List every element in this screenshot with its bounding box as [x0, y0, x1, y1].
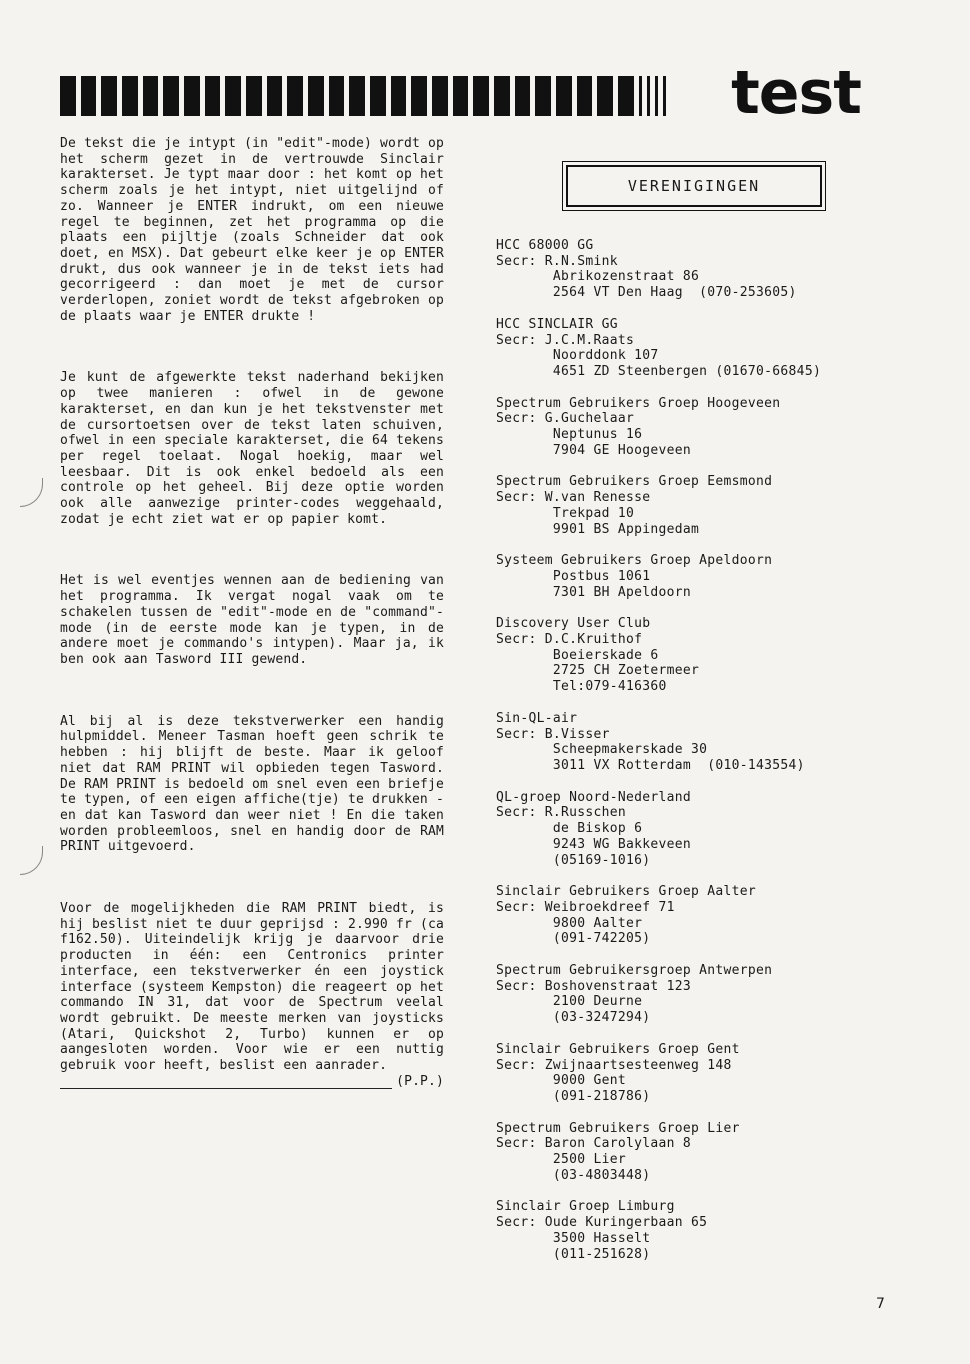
organization-entry: [496, 317, 896, 380]
org-line: Secr: Zwijnaartsesteenweg 148: [496, 1057, 732, 1073]
organization-entry: [496, 790, 896, 869]
org-line: (091-742205): [496, 931, 651, 947]
org-line: Spectrum Gebruikers Groep Eemsmond: [496, 474, 773, 490]
org-line: Sinclair Gebruikers Groep Aalter: [496, 884, 757, 900]
org-line: 2100 Deurne: [496, 994, 643, 1010]
organization-entry: [496, 963, 896, 1026]
organization-entry: [496, 1042, 896, 1105]
org-line: Secr: J.C.M.Raats: [496, 332, 635, 348]
org-line: Spectrum Gebruikers Groep Lier: [496, 1120, 740, 1136]
org-line: 7301 BH Apeldoorn: [496, 584, 692, 600]
section-title: VERENIGINGEN: [566, 165, 822, 207]
org-line: Abrikozenstraat 86: [496, 269, 700, 285]
org-line: 3011 VX Rotterdam (010-143554): [496, 757, 805, 773]
org-line: Neptunus 16: [496, 427, 643, 443]
org-line: Discovery User Club: [496, 616, 651, 632]
org-line: Secr: W.van Renesse: [496, 490, 651, 506]
article-paragraph: De tekst die je intypt (in "edit"-mode) wordt op het scherm gezet in de vertrouwde Sinclair karakterset. Je typt maar door : het komt op het scherm zoals je het intypt, niet uitgelijnd of zo. Wanneer je ENTER indrukt, om een nieuwe regel te beginnen, zet het programma op die plaats een pijltje (zoals Schneider dat ook doet, en MSX). Dat gebeurt elke keer je op ENTER drukt, dus ook wanneer je in de tekst iets had gecorrigeerd : dan moet je met de cursor verderlopen, zoniet wordt de tekst afgebroken op de plaats waar je ENTER drukte !: [60, 136, 444, 324]
organization-list: [496, 238, 896, 1278]
org-line: Secr: Weibroekdreef 71: [496, 899, 675, 915]
article-paragraph: Het is wel eventjes wennen aan de bediening van het programma. Ik vergat nogal vaak om te schakelen tussen de "edit"-mode en de "command"-mode (in de eerste mode kan je typen, in de andere moet je commando's intypen). Maar ja, ik ben ook aan Tasword III gewend.: [60, 573, 444, 667]
org-line: Scheepmakerskade 30: [496, 742, 708, 758]
org-line: Secr: B.Visser: [496, 726, 610, 742]
org-line: 2725 CH Zoetermeer: [496, 663, 700, 679]
org-line: HCC SINCLAIR GG: [496, 316, 618, 332]
org-line: Sinclair Gebruikers Groep Gent: [496, 1041, 740, 1057]
org-line: (03-4803448): [496, 1167, 651, 1183]
org-line: 9901 BS Appingedam: [496, 521, 700, 537]
org-line: 9800 Aalter: [496, 915, 643, 931]
author-initials: (P.P.): [396, 1073, 444, 1089]
org-line: Secr: G.Guchelaar: [496, 411, 635, 427]
organization-entry: [496, 1121, 896, 1184]
org-line: Noorddonk 107: [496, 348, 659, 364]
article-paragraph: Voor de mogelijkheden die RAM PRINT biedt, is hij beslist niet te duur geprijsd : 2.990 fr (ca f162.50). Uiteindelijk krijg je daarvoor drie producten in één: een Centronics printer interface, een tekstverwerker én een joystick interface (systeem Kempston) die reageert op het commando IN 31, dat voor de Spectrum veelal wordt gebruikt. De meeste merken van joysticks (Atari, Quickshot 2, Turbo) kunnen er op aangesloten worden. Voor wie er een nuttig gebruik voor heeft, beslist een aanrader.: [60, 901, 444, 1074]
section-brand: test: [731, 58, 861, 128]
punch-hole-mark: [20, 846, 43, 875]
org-line: Secr: D.C.Kruithof: [496, 632, 643, 648]
org-line: Secr: Baron Carolylaan 8: [496, 1136, 692, 1152]
org-line: (091-218786): [496, 1088, 651, 1104]
org-line: Tel:079-416360: [496, 679, 667, 695]
org-line: 2500 Lier: [496, 1152, 627, 1168]
org-line: (011-251628): [496, 1246, 651, 1262]
header-bar: [60, 76, 666, 116]
org-line: (03-3247294): [496, 1010, 651, 1026]
org-line: de Biskop 6: [496, 821, 643, 837]
org-line: Spectrum Gebruikers Groep Hoogeveen: [496, 395, 781, 411]
org-line: Sinclair Groep Limburg: [496, 1199, 675, 1215]
org-line: 2564 VT Den Haag (070-253605): [496, 285, 797, 301]
article-column: [60, 136, 444, 1089]
org-line: Spectrum Gebruikersgroep Antwerpen: [496, 963, 773, 979]
org-line: Trekpad 10: [496, 505, 635, 521]
org-line: 3500 Hasselt: [496, 1230, 651, 1246]
article-paragraph: Al bij al is deze tekstverwerker een handig hulpmiddel. Meneer Tasman hoeft geen schrik te hebben : hij blijft de beste. Maar ik geloof niet dat RAM PRINT wil opbieden tegen Tasword. De RAM PRINT is bedoeld om snel even een briefje te typen, of een eigen affiche(tje) te drukken - en dat kan Tasword dan weer niet ! En die taken worden probleemloos, snel en handig door de RAM PRINT uitgevoerd.: [60, 713, 444, 855]
org-line: 4651 ZD Steenbergen (01670-66845): [496, 363, 822, 379]
page-number: 7: [876, 1296, 885, 1312]
signoff: [60, 1074, 444, 1090]
org-line: Secr: R.N.Smink: [496, 253, 618, 269]
organization-entry: [496, 616, 896, 695]
punch-hole-mark: [20, 478, 43, 507]
org-line: 7904 GE Hoogeveen: [496, 442, 692, 458]
org-line: HCC 68000 GG: [496, 238, 594, 253]
organization-entry: [496, 884, 896, 947]
org-line: Secr: R.Russchen: [496, 805, 627, 821]
org-line: (05169-1016): [496, 852, 651, 868]
organization-entry: [496, 238, 896, 301]
org-line: Boeierskade 6: [496, 647, 659, 663]
org-line: Secr: Oude Kuringerbaan 65: [496, 1215, 708, 1231]
org-line: Systeem Gebruikers Groep Apeldoorn: [496, 553, 773, 569]
org-line: Postbus 1061: [496, 568, 651, 584]
organization-entry: [496, 553, 896, 600]
article-paragraph: Je kunt de afgewerkte tekst naderhand bekijken op twee manieren : ofwel in de gewone karakterset, en dan kun je het tekstvenster met de cursortoetsen over de tekst laten schuiven, ofwel in een speciale karakterset, die 64 tekens per regel toelaat. Nogal hoekig, maar wel leesbaar. Dit is ook enkel bedoeld als een controle op het geheel. Bij deze optie worden ook alle aanwezige printer-codes weggehaald, zodat je echt ziet wat er op papier komt.: [60, 370, 444, 527]
organization-entry: [496, 396, 896, 459]
organization-entry: [496, 711, 896, 774]
org-line: 9243 WG Bakkeveen: [496, 836, 692, 852]
org-line: 9000 Gent: [496, 1073, 627, 1089]
organization-entry: [496, 474, 896, 537]
org-line: QL-groep Noord-Nederland: [496, 789, 692, 805]
org-line: Secr: Boshovenstraat 123: [496, 978, 692, 994]
organization-entry: [496, 1199, 896, 1262]
org-line: Sin-QL-air: [496, 710, 578, 726]
